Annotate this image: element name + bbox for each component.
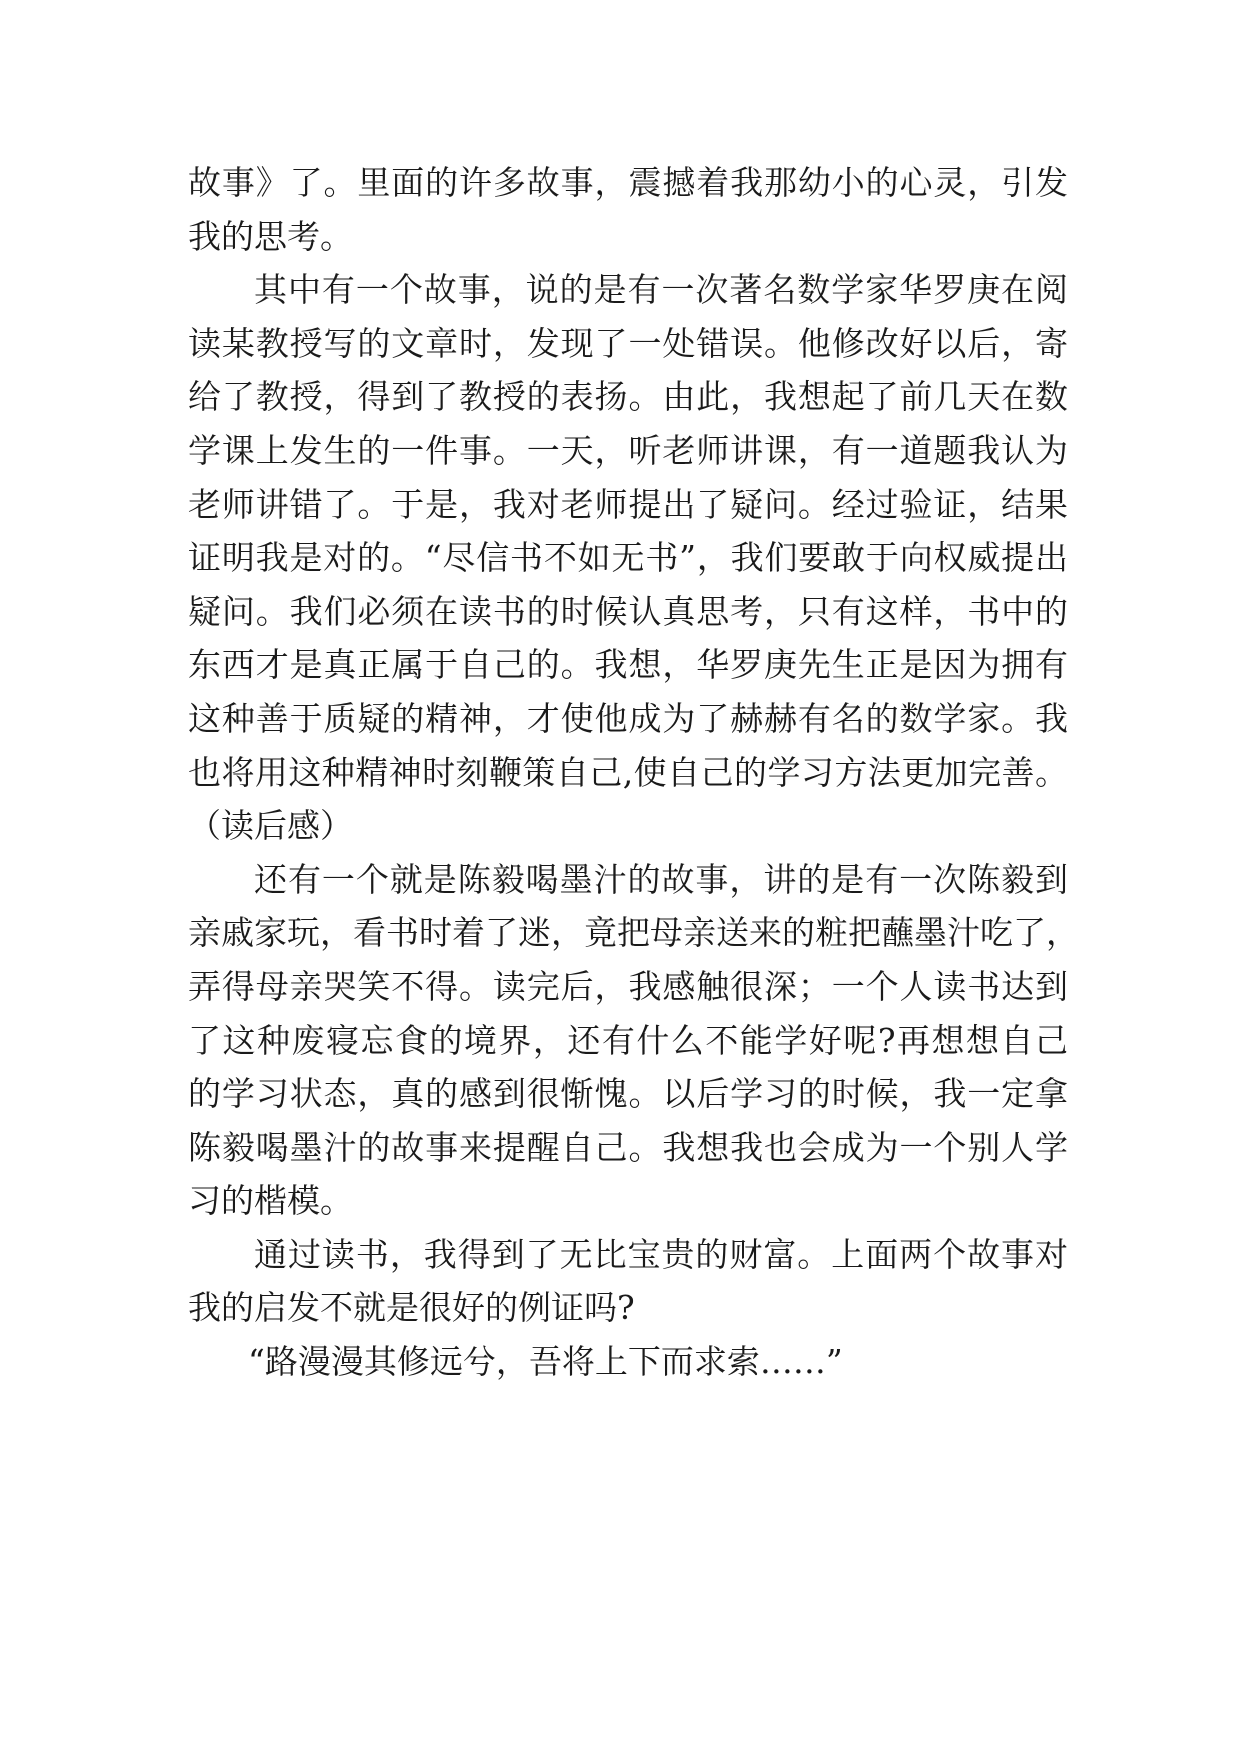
text-line: 给了教授，得到了教授的表扬。由此，我想起了前几天在数 [188, 377, 1068, 417]
text-line: 我的启发不就是很好的例证吗? [188, 1288, 635, 1328]
paragraph-start-line: 通过读书，我得到了无比宝贵的财富。上面两个故事对 [254, 1234, 1068, 1274]
text-line: 故事》了。里面的许多故事，震撼着我那幼小的心灵，引发 [188, 163, 1068, 202]
text-line: 老师讲错了。于是，我对老师提出了疑问。经过验证，结果 [188, 484, 1068, 524]
text-line: 陈毅喝墨汁的故事来提醒自己。我想我也会成为一个别人学 [188, 1127, 1068, 1167]
paragraph-start-line: 其中有一个故事，说的是有一次著名数学家华罗庚在阅 [254, 270, 1068, 310]
text-line: 疑问。我们必须在读书的时候认真思考，只有这样，书中的 [188, 591, 1068, 631]
essay-body [188, 156, 1079, 1389]
text-line: 也将用这种精神时刻鞭策自己,使自己的学习方法更加完善。 [188, 752, 1068, 792]
closing-quote-line: “路漫漫其修远兮，吾将上下而求索……” [248, 1342, 843, 1382]
text-line: 了这种废寝忘食的境界，还有什么不能学好呢?再想想自己 [188, 1020, 1068, 1060]
text-line: 东西才是真正属于自己的。我想，华罗庚先生正是因为拥有 [188, 645, 1068, 685]
text-line: 习的楷模。 [188, 1181, 353, 1221]
text-line: 弄得母亲哭笑不得。读完后，我感触很深；一个人读书达到 [188, 966, 1068, 1006]
text-line: 亲戚家玩，看书时着了迷，竟把母亲送来的粧把蘸墨汁吃了， [188, 913, 1079, 953]
text-line: （读后感） [188, 806, 353, 846]
text-line: 的学习状态，真的感到很惭愧。以后学习的时候，我一定拿 [188, 1074, 1068, 1114]
text-line: 这种善于质疑的精神，才使他成为了赫赫有名的数学家。我 [188, 698, 1068, 738]
text-line: 学课上发生的一件事。一天，听老师讲课，有一道题我认为 [188, 430, 1068, 470]
paragraph-start-line: 还有一个就是陈毅喝墨汁的故事，讲的是有一次陈毅到 [254, 859, 1068, 899]
text-line: 读某教授写的文章时，发现了一处错误。他修改好以后，寄 [188, 323, 1068, 363]
text-line: 我的思考。 [188, 216, 353, 256]
text-line: 证明我是对的。“尽信书不如无书”，我们要敢于向权威提出 [188, 538, 1068, 578]
